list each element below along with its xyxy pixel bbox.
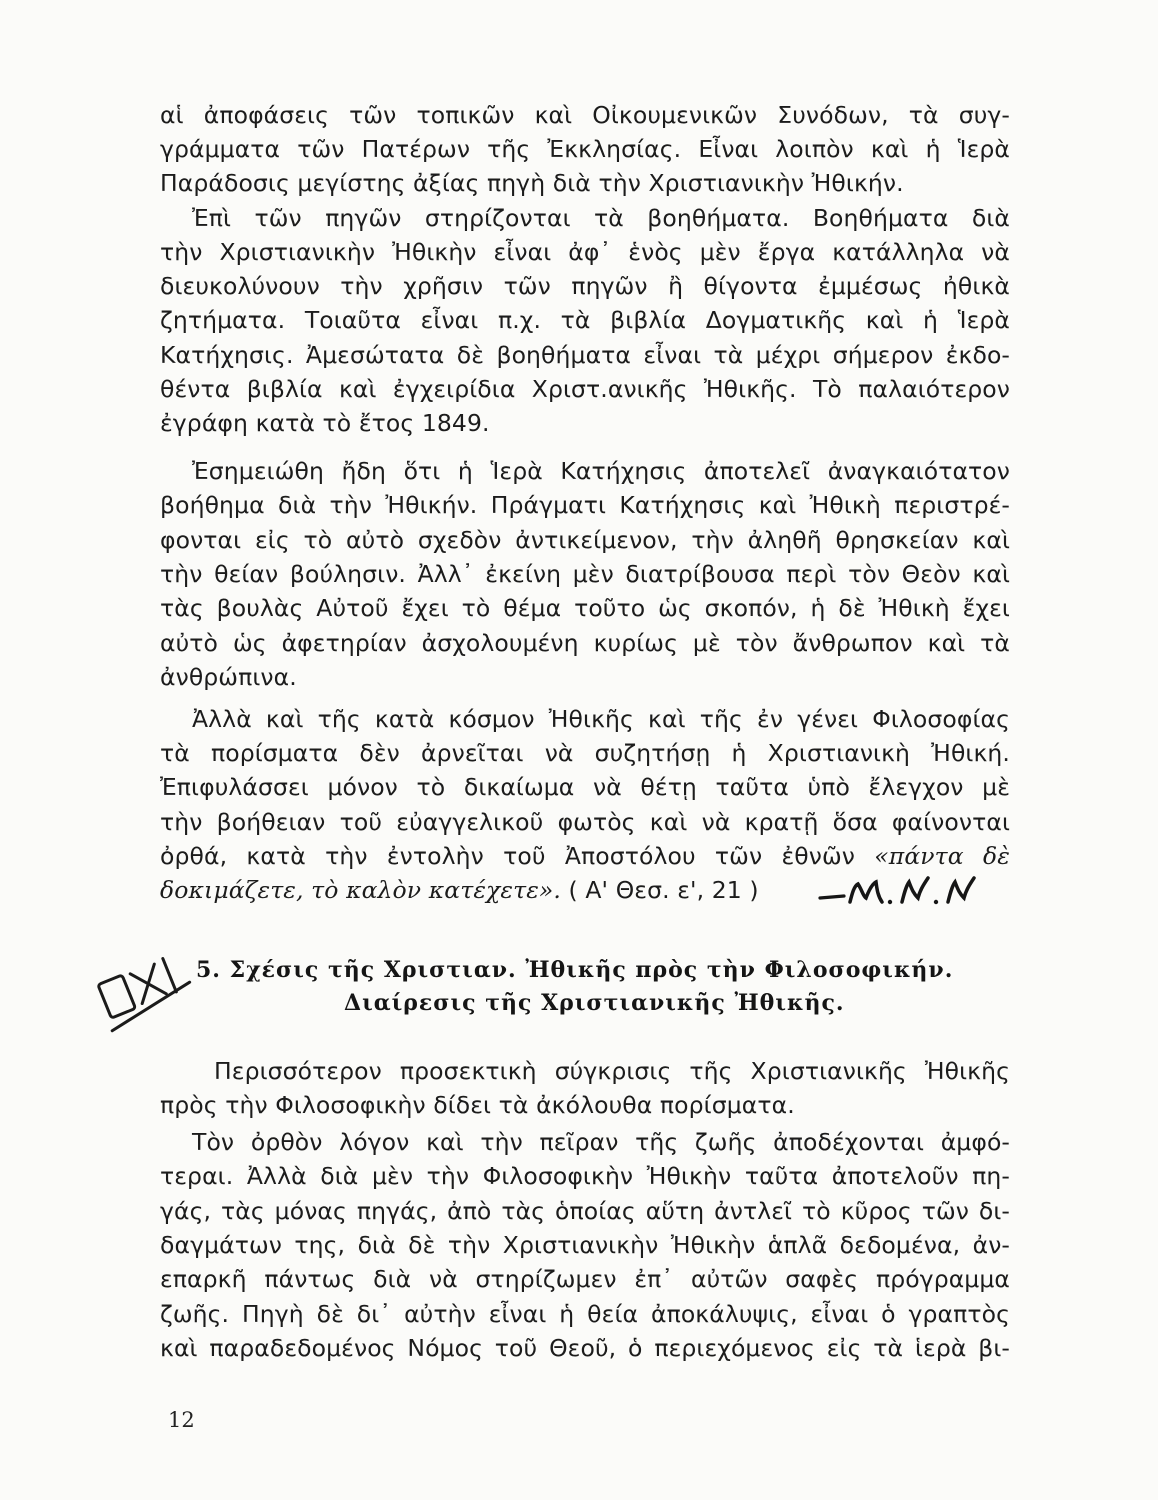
text-line: αἱ ἀποφάσεις τῶν τοπικῶν καὶ Οἰκουμενικῶν Συνόδων, τὰ συγ- xyxy=(160,101,1010,129)
quote-start: «πάντα δὲ xyxy=(874,842,1010,870)
text-line: Περισσότερον προσεκτικὴ σύγκρισις τῆς Χριστιανικῆς Ἠθικῆς xyxy=(214,1057,1010,1085)
text-segment: ὀρθά, κατὰ τὴν ἐντολὴν τοῦ Ἀποστόλου τῶν ἐθνῶν xyxy=(160,842,855,870)
text-line: Παράδοσις μεγίστης ἀξίας πηγὴ διὰ τὴν Χριστιανικὴν Ἠθικήν. xyxy=(160,169,904,197)
handwritten-initials-text: —μ. Ν. Ν xyxy=(818,872,822,873)
text-line: ἀνθρώπινα. xyxy=(160,663,297,691)
text-line: Κατήχησις. Ἀμεσώτατα δὲ βοηθήματα εἶναι τὰ μέχρι σήμερον ἐκδο- xyxy=(160,341,1010,369)
text-line: ζητήματα. Τοιαῦτα εἶναι π.χ. τὰ βιβλία Δογματικῆς καὶ ἡ Ἱερὰ xyxy=(160,306,1010,334)
section-heading xyxy=(196,957,953,983)
text-line: τὴν θείαν βούλησιν. Ἀλλ᾿ ἐκείνη μὲν διατρίβουσα περὶ τὸν Θεὸν καὶ xyxy=(160,560,1010,588)
section-title-line1: Σχέσις τῆς Χριστιαν. Ἠθικῆς πρὸς τὴν Φιλοσοφικήν. xyxy=(229,957,954,983)
text-line: Τὸν ὀρθὸν λόγον καὶ τὴν πεῖραν τῆς ζωῆς ἀποδέχονται ἀμφό- xyxy=(192,1128,1010,1156)
text-line: γάς, τὰς μόνας πηγάς, ἀπὸ τὰς ὁποίας αὕτη ἀντλεῖ τὸ κῦρος τῶν δι- xyxy=(160,1197,1010,1225)
margin-stamp-text: ΟΧΙ xyxy=(92,938,94,939)
section-subheading: Διαίρεσις τῆς Χριστιανικῆς Ἠθικῆς. xyxy=(344,990,845,1016)
text-line: φονται εἰς τὸ αὐτὸ σχεδὸν ἀντικείμενον, τὴν ἀληθῆ θρησκείαν καὶ xyxy=(160,526,1010,554)
text-line: ἐγράφη κατὰ τὸ ἔτος 1849. xyxy=(160,409,490,437)
text-line: Ἐπιφυλάσσει μόνον τὸ δικαίωμα νὰ θέτῃ ταῦτα ὑπὸ ἔλεγχον μὲ xyxy=(160,773,1010,801)
text-line: επαρκῆ πάντως διὰ νὰ στηρίζωμεν ἐπ᾿ αὐτῶν σαφὲς πρόγραμμα xyxy=(160,1265,1010,1293)
margin-stamp-mark xyxy=(92,938,197,1046)
text-line: θέντα βιβλία καὶ ἐγχειρίδια Χριστ.ανικῆς Ἠθικῆς. Τὸ παλαιότερον xyxy=(160,375,1010,403)
text-line: Ἐσημειώθη ἤδη ὅτι ἡ Ἱερὰ Κατήχησις ἀποτελεῖ ἀναγκαιότατον xyxy=(192,457,1010,485)
text-line: τὴν Χριστιανικὴν Ἠθικὴν εἶναι ἀφ᾿ ἑνὸς μὲν ἔργα κατάλληλα νὰ xyxy=(160,238,1010,266)
page-number: 12 xyxy=(168,1408,195,1432)
text-line: αὐτὸ ὡς ἀφετηρίαν ἀσχολουμένη κυρίως μὲ τὸν ἄνθρωπον καὶ τὰ xyxy=(160,629,1010,657)
text-line: καὶ παραδεδομένος Νόμος τοῦ Θεοῦ, ὁ περιεχόμενος εἰς τὰ ἱερὰ βι- xyxy=(160,1334,1010,1362)
text-line xyxy=(160,840,1010,872)
section-number: 5. xyxy=(196,957,221,983)
text-line: Ἐπὶ τῶν πηγῶν στηρίζονται τὰ βοηθήματα. Βοηθήματα διὰ xyxy=(192,204,1010,232)
text-line: τὰ πορίσματα δὲν ἀρνεῖται νὰ συζητήσῃ ἡ Χριστιανικὴ Ἠθική. xyxy=(160,739,1010,767)
text-line: Ἀλλὰ καὶ τῆς κατὰ κόσμον Ἠθικῆς καὶ τῆς ἐν γένει Φιλοσοφίας xyxy=(192,705,1010,733)
text-line: γράμματα τῶν Πατέρων τῆς Ἐκκλησίας. Εἶναι λοιπὸν καὶ ἡ Ἱερὰ xyxy=(160,135,1010,163)
text-line: τεραι. Ἀλλὰ διὰ μὲν τὴν Φιλοσοφικὴν Ἠθικὴν ταῦτα ἀποτελοῦν πη- xyxy=(160,1162,1010,1190)
handwritten-initials-mark xyxy=(818,872,988,912)
text-line: διευκολύνουν τὴν χρῆσιν τῶν πηγῶν ἢ θίγοντα ἐμμέσως ἠθικὰ xyxy=(160,272,1010,300)
quote-end: δοκιμάζετε, τὸ καλὸν κατέχετε». xyxy=(160,876,561,904)
text-line: πρὸς τὴν Φιλοσοφικὴν δίδει τὰ ἀκόλουθα πορίσματα. xyxy=(160,1091,795,1119)
citation: ( Α' Θεσ. ε', 21 ) xyxy=(568,876,759,904)
text-line: βοήθημα διὰ τὴν Ἠθικήν. Πράγματι Κατήχησις καὶ Ἠθικὴ περιστρέ- xyxy=(160,491,1010,519)
text-line: τὴν βοήθειαν τοῦ εὐαγγελικοῦ φωτὸς καὶ νὰ κρατῇ ὅσα φαίνονται xyxy=(160,808,1010,836)
text-line: δαγμάτων της, διὰ δὲ τὴν Χριστιανικὴν Ἠθικὴν ἁπλᾶ δεδομένα, ἀν- xyxy=(160,1231,1010,1259)
text-line: τὰς βουλὰς Αὐτοῦ ἔχει τὸ θέμα τοῦτο ὡς σκοπόν, ἡ δὲ Ἠθικὴ ἔχει xyxy=(160,594,1010,622)
text-line xyxy=(160,874,759,906)
text-line: ζωῆς. Πηγὴ δὲ δι᾿ αὐτὴν εἶναι ἡ θεία ἀποκάλυψις, εἶναι ὁ γραπτὸς xyxy=(160,1300,1010,1328)
